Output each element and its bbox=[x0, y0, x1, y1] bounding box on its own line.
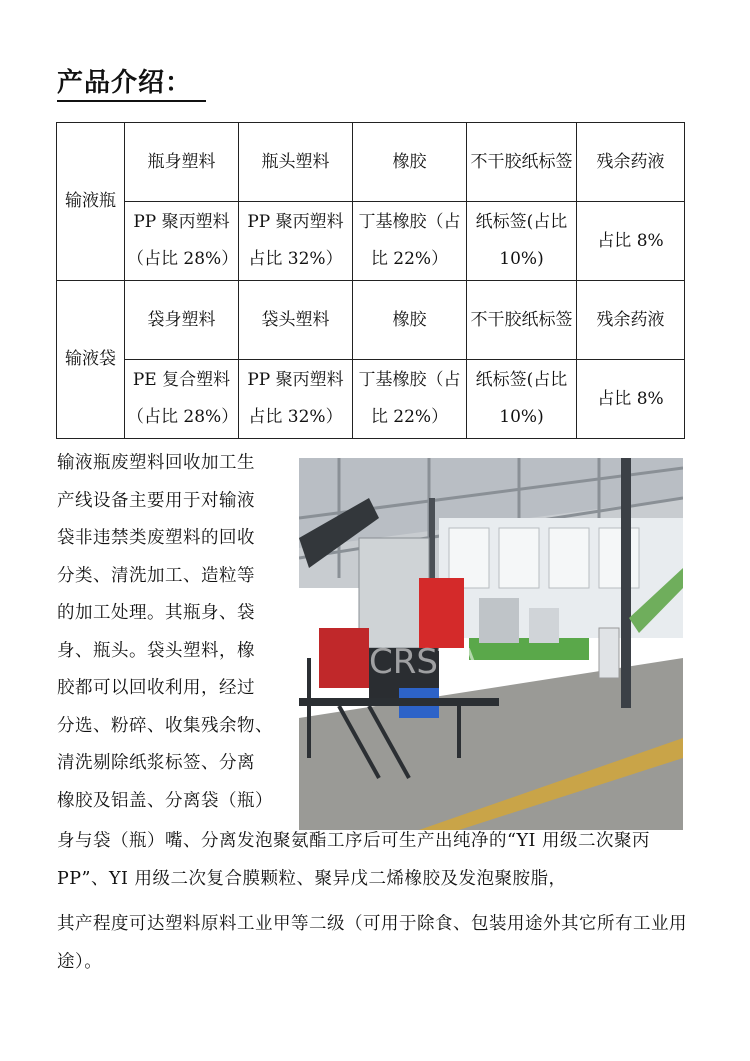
value-cell: 占比 8% bbox=[577, 360, 685, 439]
intro-line: 分类、清洗加工、造粒等 bbox=[57, 565, 255, 586]
page-heading: 产品介绍： bbox=[57, 66, 206, 102]
intro-line: 橡胶及铝盖、分离袋（瓶） bbox=[57, 790, 273, 811]
header-cell: 瓶头塑料 bbox=[239, 123, 353, 202]
header-cell: 瓶身塑料 bbox=[125, 123, 239, 202]
intro-line: 清洗剔除纸浆标签、分离 bbox=[57, 753, 255, 773]
table-row bbox=[57, 360, 685, 439]
value-cell: PP 聚丙塑料占比 32%） bbox=[239, 360, 353, 439]
intro-line: 袋非违禁类废塑料的回收 bbox=[57, 528, 255, 548]
header-cell: 橡胶 bbox=[353, 281, 467, 360]
value-cell: PP 聚丙塑料占比 32%） bbox=[239, 202, 353, 281]
value-cell: 纸标签(占比 10%) bbox=[467, 360, 577, 439]
value-cell: 丁基橡胶（占比 22%） bbox=[353, 360, 467, 439]
intro-line: 胶都可以回收利用，经过 bbox=[57, 678, 255, 698]
intro-paragraph bbox=[57, 445, 293, 820]
closing-paragraph: 其产程度可达塑料原料工业甲等二级（可用于除食、包装用途外其它所有工业用途）。 bbox=[57, 914, 687, 972]
continuation-text bbox=[57, 823, 697, 981]
photo-watermark: CRSTA bbox=[369, 642, 480, 682]
continuation-paragraph: 身与袋（瓶）嘴、分离发泡聚氨酯工序后可生产出纯净的“YI 用级二次聚丙 PP”、YI 用级二次复合膜颗粒、聚异戊二烯橡胶及发泡聚胺脂， bbox=[57, 831, 650, 889]
header-cell: 残余药液 bbox=[577, 123, 685, 202]
intro-line: 的加工处理。其瓶身、袋 bbox=[57, 603, 255, 623]
value-cell: PE 复合塑料（占比 28%） bbox=[125, 360, 239, 439]
table-row bbox=[57, 123, 685, 202]
intro-line: 输液瓶废塑料回收加工生 bbox=[57, 453, 255, 473]
header-cell: 不干胶纸标签 bbox=[467, 123, 577, 202]
category-cell: 输液瓶 bbox=[57, 123, 125, 281]
factory-photo bbox=[299, 458, 683, 830]
intro-line: 分选、粉碎、收集残余物、 bbox=[57, 715, 273, 736]
value-cell: 丁基橡胶（占比 22%） bbox=[353, 202, 467, 281]
header-cell: 袋身塑料 bbox=[125, 281, 239, 360]
value-cell: 纸标签(占比 10%) bbox=[467, 202, 577, 281]
value-cell: 占比 8% bbox=[577, 202, 685, 281]
table-row bbox=[57, 202, 685, 281]
header-cell: 残余药液 bbox=[577, 281, 685, 360]
category-cell: 输液袋 bbox=[57, 281, 125, 439]
value-cell: PP 聚丙塑料（占比 28%） bbox=[125, 202, 239, 281]
intro-line: 身、瓶头。袋头塑料，橡 bbox=[57, 640, 255, 661]
header-cell: 不干胶纸标签 bbox=[467, 281, 577, 360]
table-row bbox=[57, 281, 685, 360]
header-cell: 袋头塑料 bbox=[239, 281, 353, 360]
composition-table bbox=[56, 122, 685, 439]
intro-line: 产线设备主要用于对输液 bbox=[57, 490, 255, 511]
header-cell: 橡胶 bbox=[353, 123, 467, 202]
